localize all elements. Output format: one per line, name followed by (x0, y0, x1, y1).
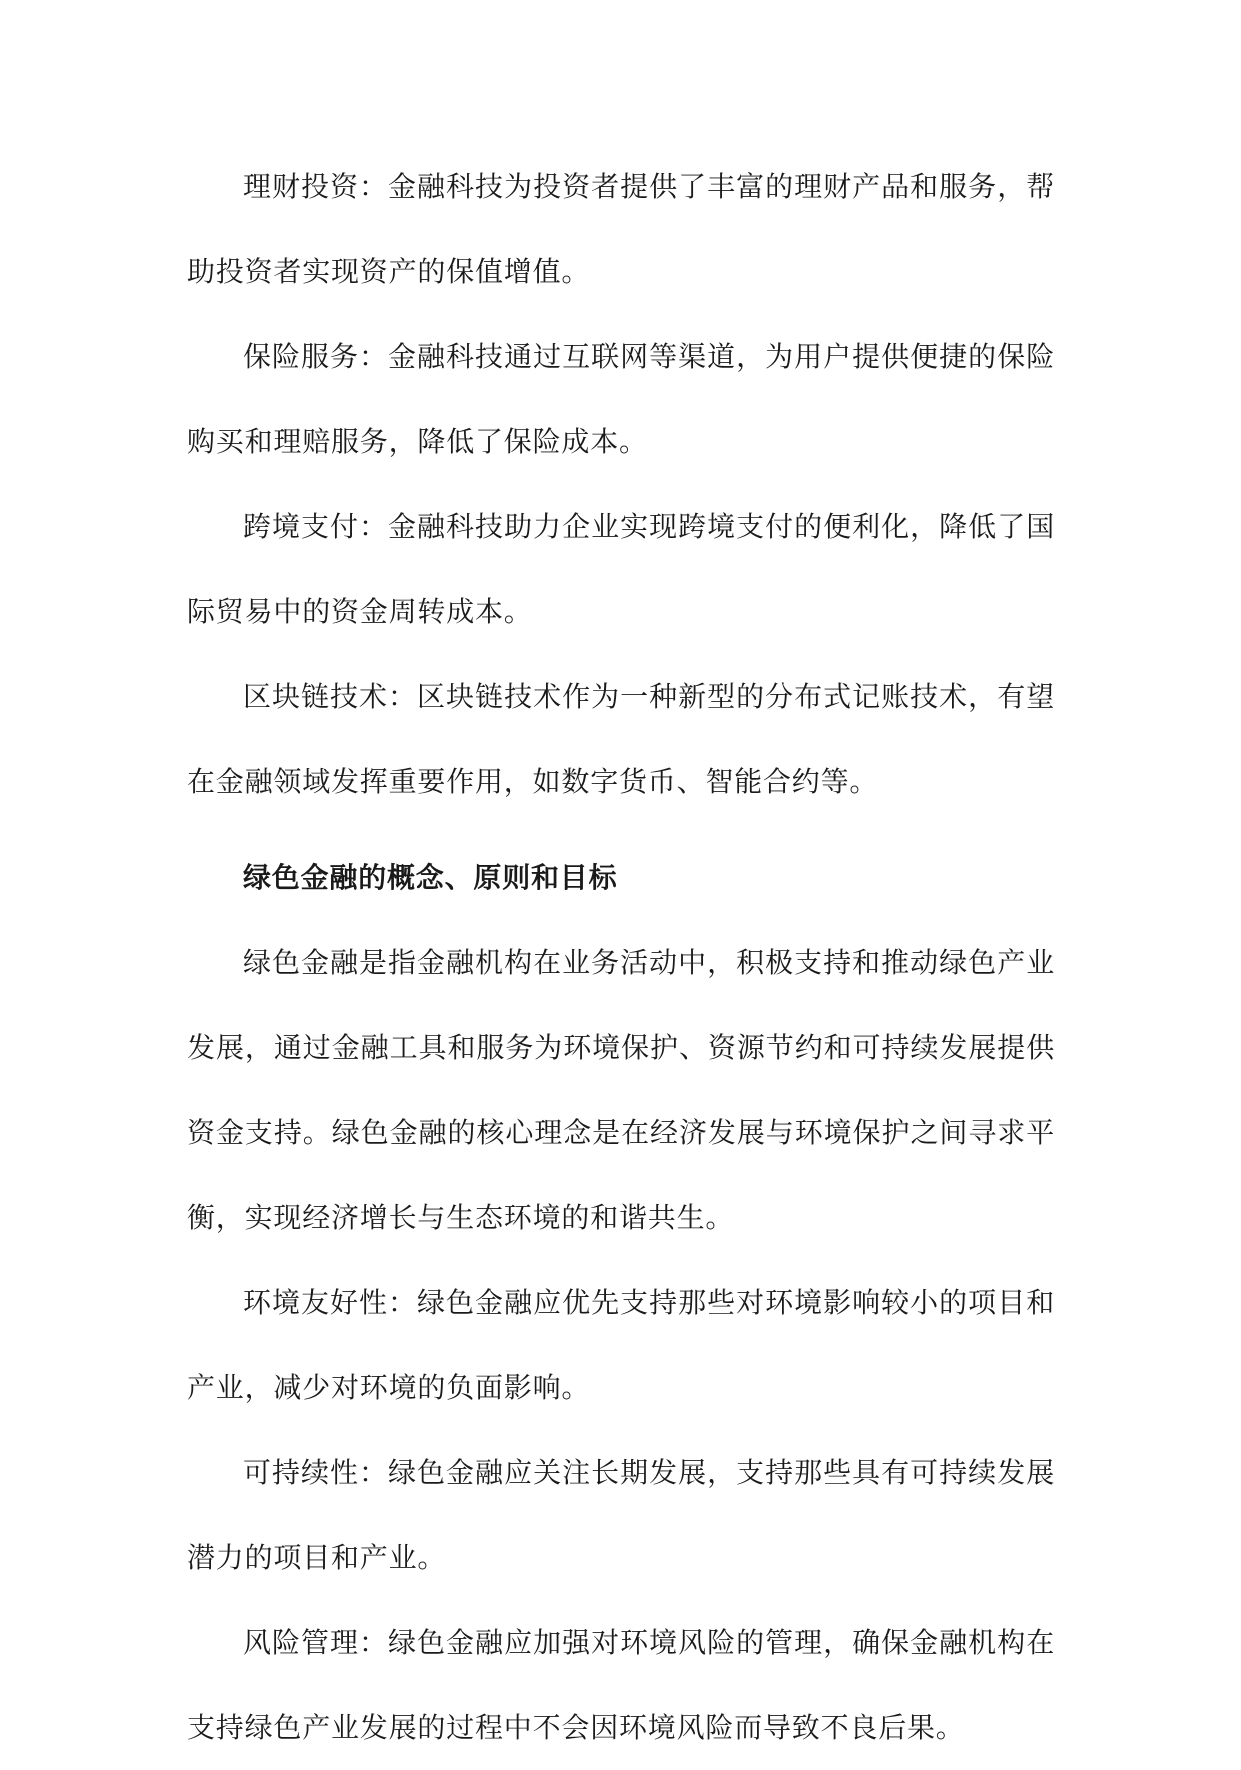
paragraph-cross-border-payment: 跨境支付：金融科技助力企业实现跨境支付的便利化，降低了国际贸易中的资金周转成本。 (187, 510, 1055, 628)
paragraph-wealth-management: 理财投资：金融科技为投资者提供了丰富的理财产品和服务，帮助投资者实现资产的保值增值。 (187, 170, 1055, 288)
paragraph-green-finance-definition: 绿色金融是指金融机构在业务活动中，积极支持和推动绿色产业发展，通过金融工具和服务为环境保护、资源节约和可持续发展提供资金支持。绿色金融的核心理念是在经济发展与环境保护之间寻求平衡，实现经济增长与生态环境的和谐共生。 (187, 946, 1055, 1234)
paragraph-environmental-friendliness: 环境友好性：绿色金融应优先支持那些对环境影响较小的项目和产业，减少对环境的负面影响。 (187, 1286, 1055, 1404)
paragraph-insurance-services: 保险服务：金融科技通过互联网等渠道，为用户提供便捷的保险购买和理赔服务，降低了保险成本。 (187, 340, 1055, 458)
paragraph-sustainability: 可持续性：绿色金融应关注长期发展，支持那些具有可持续发展潜力的项目和产业。 (187, 1456, 1055, 1574)
document-page (187, 144, 1055, 1770)
paragraph-risk-management: 风险管理：绿色金融应加强对环境风险的管理，确保金融机构在支持绿色产业发展的过程中不会因环境风险而导致不良后果。 (187, 1626, 1055, 1744)
section-heading: 绿色金融的概念、原则和目标 (243, 861, 618, 894)
paragraph-blockchain: 区块链技术：区块链技术作为一种新型的分布式记账技术，有望在金融领域发挥重要作用，如数字货币、智能合约等。 (187, 680, 1055, 798)
